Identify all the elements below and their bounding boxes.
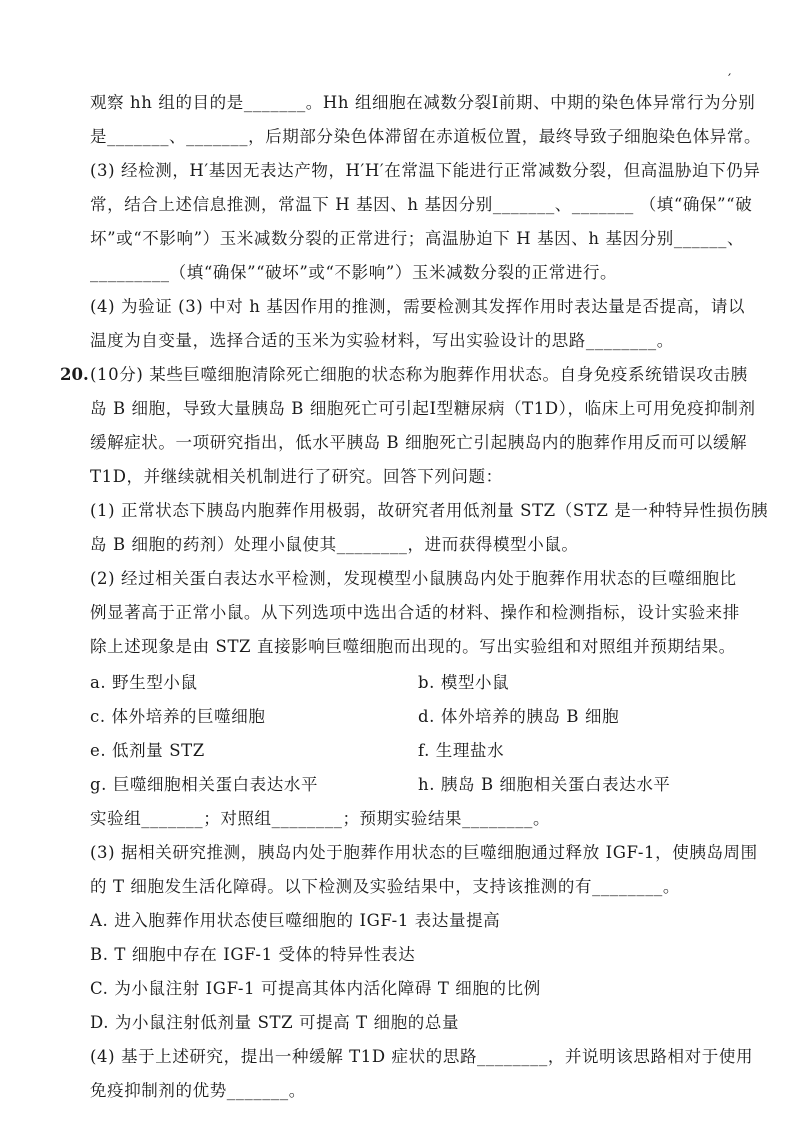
q20-line-1: (10分) 某些巨噬细胞清除死亡细胞的状态称为胞葬作用状态。自身免疫系统错误攻击胰 [90, 365, 748, 384]
q19-line-8: 温度为自变量，选择合适的玉米为实验材料，写出实验设计的思路________。 [90, 331, 674, 350]
option-c: c. 体外培养的巨噬细胞 [90, 707, 266, 726]
q19-line-2: 是_______、_______，后期部分染色体滞留在赤道板位置，最终导致子细胞染色体异常。 [90, 127, 762, 146]
q20-part2-line-3: 除上述现象是由 STZ 直接影响巨噬细胞而出现的。写出实验组和对照组并预期结果。 [90, 637, 736, 656]
q20-part3-line-2: 的 T 细胞发生活化障碍。以下检测及实验结果中，支持该推测的有________。 [90, 877, 680, 896]
q19-line-7: (4) 为验证 (3) 中对 h 基因作用的推测，需要检测其发挥作用时表达量是否提高，请以 [90, 297, 746, 316]
q20-line-3: 缓解症状。一项研究指出，低水平胰岛 B 细胞死亡引起胰岛内的胞葬作用反而可以缓解 [90, 433, 748, 452]
choice-A: A. 进入胞葬作用状态使巨噬细胞的 IGF-1 表达量提高 [90, 911, 501, 930]
option-d: d. 体外培养的胰岛 B 细胞 [418, 707, 620, 726]
q20-part2-line-2: 例显著高于正常小鼠。从下列选项中选出合适的材料、操作和检测指标，设计实验来排 [90, 603, 740, 622]
q20-part4-line-1: (4) 基于上述研究，提出一种缓解 T1D 症状的思路________，并说明该思路相对于使用 [90, 1047, 754, 1066]
q19-line-1: 观察 hh 组的目的是_______。Hh 组细胞在减数分裂Ⅰ前期、中期的染色体异常行为分别 [90, 93, 756, 112]
q19-line-6: _________（填“确保”“破坏”或“不影响”）玉米减数分裂的正常进行。 [90, 263, 618, 282]
q19-line-3: (3) 经检测，H′基因无表达产物，H′H′在常温下能进行正常减数分裂，但高温胁迫下仍异 [90, 161, 761, 180]
question-number: 20. [60, 365, 89, 384]
choice-D: D. 为小鼠注射低剂量 STZ 可提高 T 细胞的总量 [90, 1013, 460, 1032]
q20-part2-line-1: (2) 经过相关蛋白表达水平检测，发现模型小鼠胰岛内处于胞葬作用状态的巨噬细胞比 [90, 569, 737, 588]
q20-line-4: T1D，并继续就相关机制进行了研究。回答下列问题： [90, 467, 503, 486]
q20-part1-line-1: (1) 正常状态下胰岛内胞葬作用极弱，故研究者用低剂量 STZ（STZ 是一种特异性损伤胰 [90, 501, 769, 520]
option-h: h. 胰岛 B 细胞相关蛋白表达水平 [418, 775, 671, 794]
q20-part2-answer-blanks: 实验组_______；对照组________；预期实验结果________。 [90, 809, 551, 828]
option-a: a. 野生型小鼠 [90, 673, 198, 692]
choice-B: B. T 细胞中存在 IGF-1 受体的特异性表达 [90, 945, 416, 964]
option-f: f. 生理盐水 [418, 741, 505, 760]
option-b: b. 模型小鼠 [418, 673, 510, 692]
q20-part1-line-2: 岛 B 细胞的药剂）处理小鼠使其________，进而获得模型小鼠。 [90, 535, 579, 554]
option-g: g. 巨噬细胞相关蛋白表达水平 [90, 775, 319, 794]
q19-line-4: 常，结合上述信息推测，常温下 H 基因、h 基因分别_______、_______ （填“确保”“破 [90, 195, 753, 214]
q20-part4-line-2: 免疫抑制剂的优势_______。 [90, 1081, 306, 1100]
corner-mark: ′ [728, 72, 732, 88]
choice-C: C. 为小鼠注射 IGF-1 可提高其体内活化障碍 T 细胞的比例 [90, 979, 541, 998]
q20-line-2: 岛 B 细胞，导致大量胰岛 B 细胞死亡可引起Ⅰ型糖尿病（T1D），临床上可用免疫抑制剂 [90, 399, 756, 418]
option-e: e. 低剂量 STZ [90, 741, 205, 760]
q20-part3-line-1: (3) 据相关研究推测，胰岛内处于胞葬作用状态的巨噬细胞通过释放 IGF-1，使胰岛周围 [90, 843, 758, 862]
q19-line-5: 坏”或“不影响”）玉米减数分裂的正常进行；高温胁迫下 H 基因、h 基因分别______、 [90, 229, 745, 248]
